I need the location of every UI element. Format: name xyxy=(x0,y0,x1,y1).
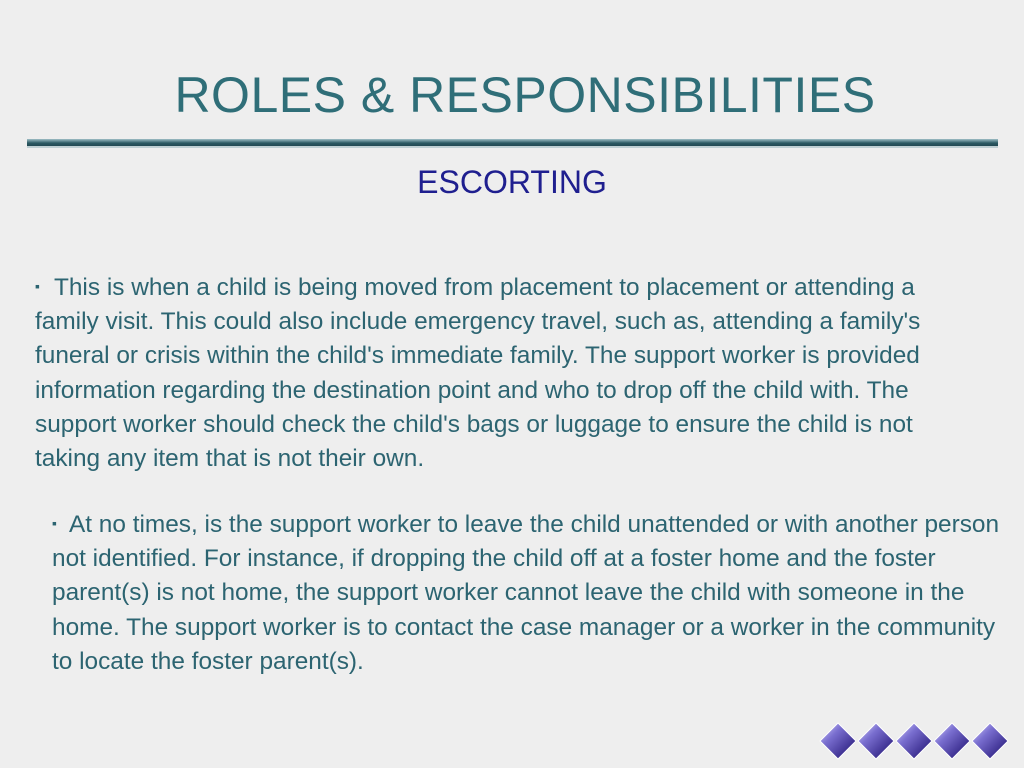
diamond-icon xyxy=(820,723,856,759)
diamond-row-icon xyxy=(818,721,1014,761)
square-bullet-icon: ▪ xyxy=(52,515,57,531)
diamond-icon xyxy=(858,723,894,759)
slide-title: ROLES & RESPONSIBILITIES xyxy=(174,67,876,123)
bullet-paragraph-escorting xyxy=(35,269,980,476)
square-bullet-icon: ▪ xyxy=(35,278,40,294)
diamond-icon xyxy=(934,723,970,759)
slide-subtitle: ESCORTING xyxy=(417,164,607,200)
sub-bullet-paragraph-unattended xyxy=(52,506,1002,679)
title-divider xyxy=(27,139,998,148)
paragraph-text: This is when a child is being moved from placement to placement or attending a family visit. This could also include emergency travel, such as, attending a family's funeral or crisis within the child's immediate family. The support worker is provided information regarding the destination point and who to drop off the child with. The support worker should check the child's bags or luggage to ensure the child is not taking any item that is not their own. xyxy=(35,274,921,473)
paragraph-text: At no times, is the support worker to leave the child unattended or with another person not identified. For instance, if dropping the child off at a foster home and the foster parent(s) is not home, the support worker cannot leave the child with someone in the home. The support worker is to contact the case manager or a worker in the community to locate the foster parent(s). xyxy=(52,511,1000,675)
diamond-icon xyxy=(972,723,1008,759)
diamond-icon xyxy=(896,723,932,759)
